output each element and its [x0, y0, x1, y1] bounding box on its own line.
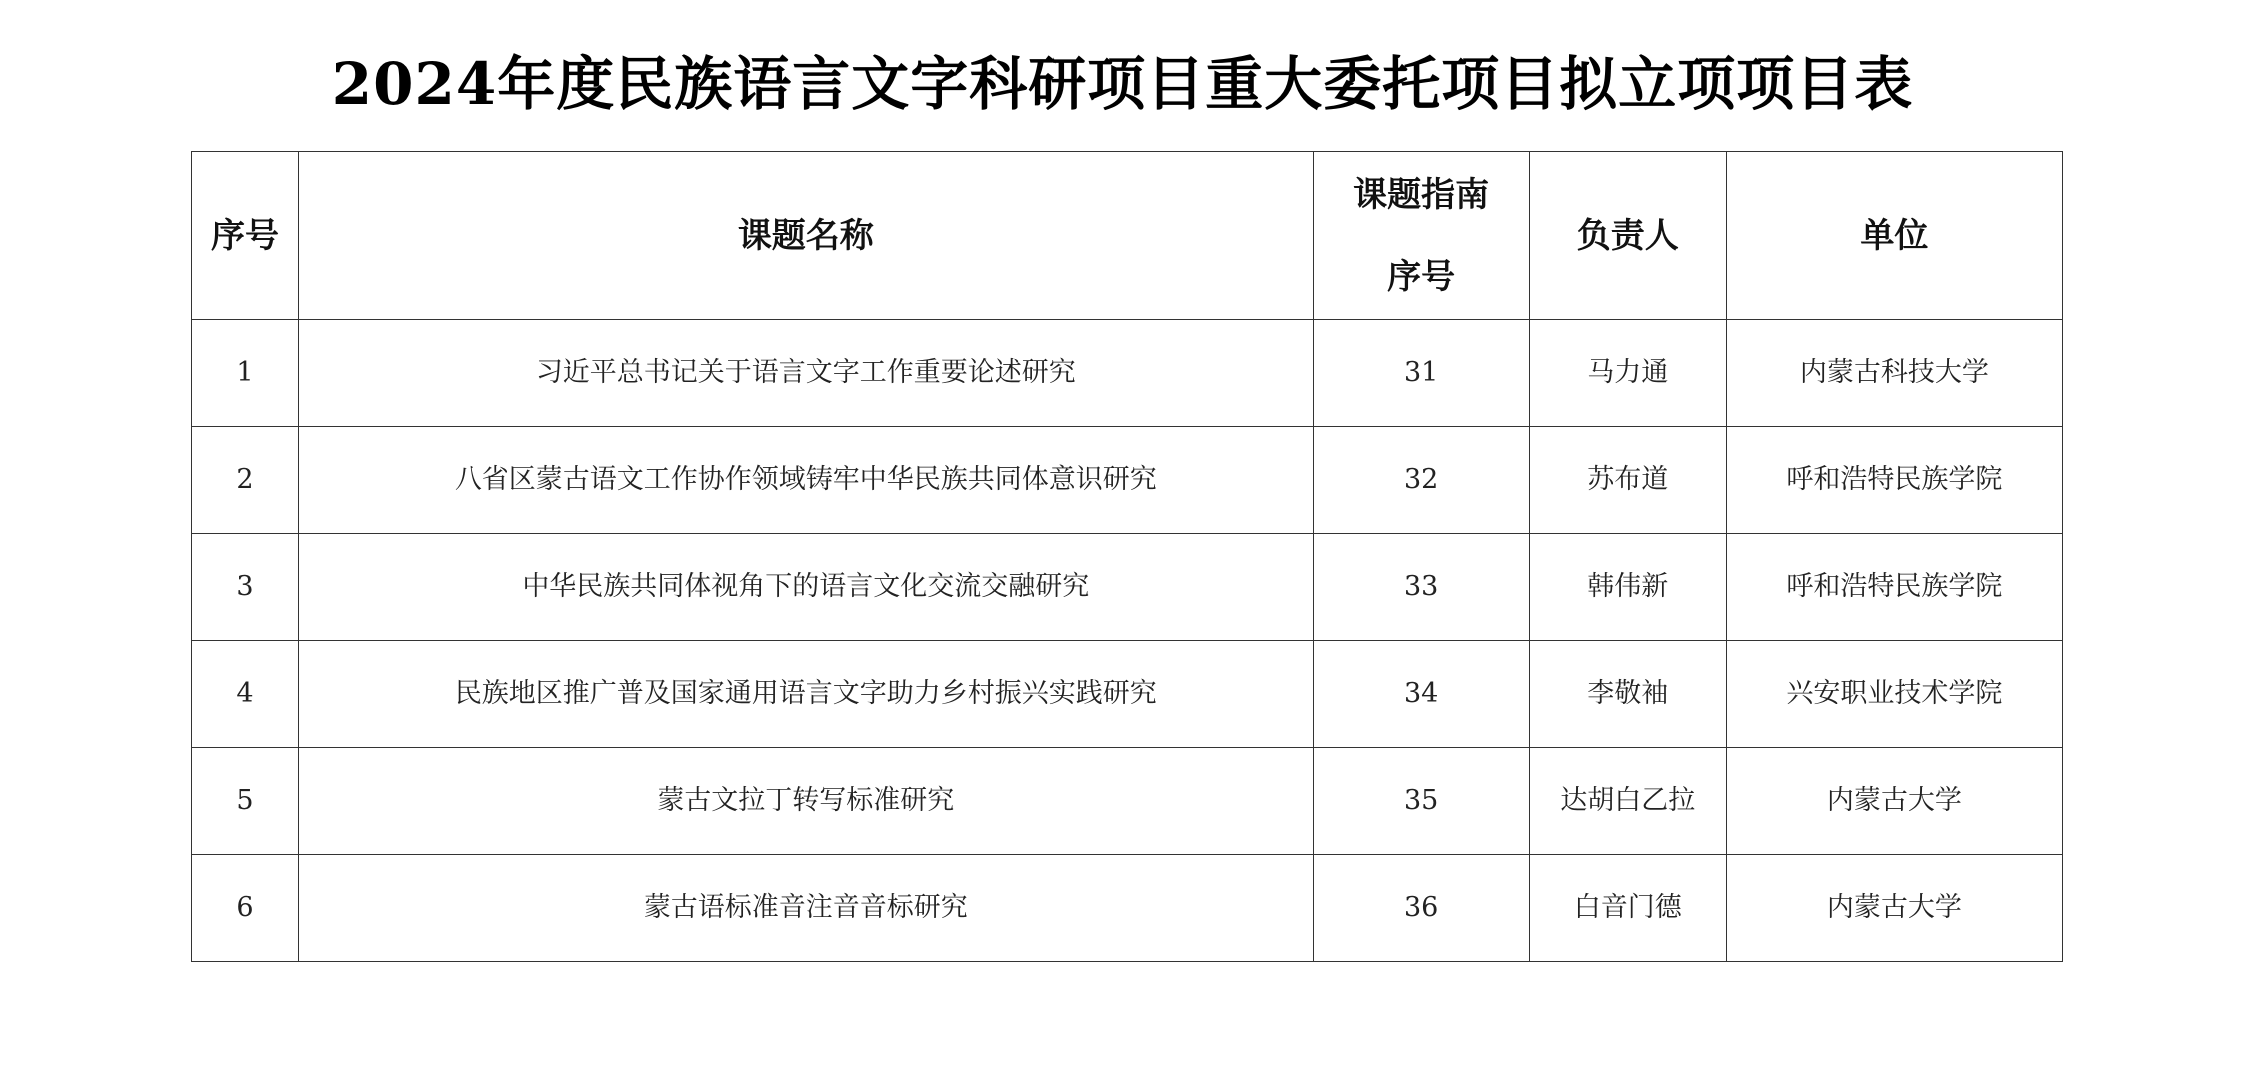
cell-title: 蒙古文拉丁转写标准研究: [299, 748, 1314, 855]
header-title: 课题名称: [299, 152, 1314, 320]
cell-guide-number: 33: [1313, 534, 1529, 641]
table-header-row: [192, 152, 2063, 320]
cell-unit: 呼和浩特民族学院: [1726, 534, 2062, 641]
cell-guide-number: 34: [1313, 641, 1529, 748]
cell-guide-number: 36: [1313, 855, 1529, 962]
cell-number: 5: [192, 748, 299, 855]
cell-number: 6: [192, 855, 299, 962]
cell-unit: 内蒙古大学: [1726, 855, 2062, 962]
cell-title: 习近平总书记关于语言文字工作重要论述研究: [299, 320, 1314, 427]
table-row: [192, 534, 2063, 641]
header-number: 序号: [192, 152, 299, 320]
cell-title: 八省区蒙古语文工作协作领域铸牢中华民族共同体意识研究: [299, 427, 1314, 534]
cell-leader: 达胡白乙拉: [1529, 748, 1726, 855]
table-row: [192, 748, 2063, 855]
cell-unit: 兴安职业技术学院: [1726, 641, 2062, 748]
cell-title: 民族地区推广普及国家通用语言文字助力乡村振兴实践研究: [299, 641, 1314, 748]
cell-unit: 内蒙古大学: [1726, 748, 2062, 855]
cell-title: 中华民族共同体视角下的语言文化交流交融研究: [299, 534, 1314, 641]
cell-leader: 马力通: [1529, 320, 1726, 427]
table-row: [192, 427, 2063, 534]
cell-number: 4: [192, 641, 299, 748]
cell-leader: 韩伟新: [1529, 534, 1726, 641]
header-unit: 单位: [1726, 152, 2062, 320]
cell-number: 2: [192, 427, 299, 534]
table-row: [192, 641, 2063, 748]
project-table: [191, 151, 2063, 962]
cell-title: 蒙古语标准音注音音标研究: [299, 855, 1314, 962]
header-guide-line1: 课题指南: [1353, 174, 1490, 215]
cell-leader: 李敬袖: [1529, 641, 1726, 748]
cell-unit: 内蒙古科技大学: [1726, 320, 2062, 427]
cell-leader: 白音门德: [1529, 855, 1726, 962]
cell-number: 3: [192, 534, 299, 641]
cell-number: 1: [192, 320, 299, 427]
table-row: [192, 855, 2063, 962]
header-guide-number: [1313, 152, 1529, 320]
cell-guide-number: 35: [1313, 748, 1529, 855]
header-guide-line2: 序号: [1387, 256, 1456, 297]
document-title: 2024年度民族语言文字科研项目重大委托项目拟立项项目表: [331, 50, 1914, 118]
cell-unit: 呼和浩特民族学院: [1726, 427, 2062, 534]
cell-leader: 苏布道: [1529, 427, 1726, 534]
header-leader: 负责人: [1529, 152, 1726, 320]
cell-guide-number: 32: [1313, 427, 1529, 534]
table-row: [192, 320, 2063, 427]
cell-guide-number: 31: [1313, 320, 1529, 427]
